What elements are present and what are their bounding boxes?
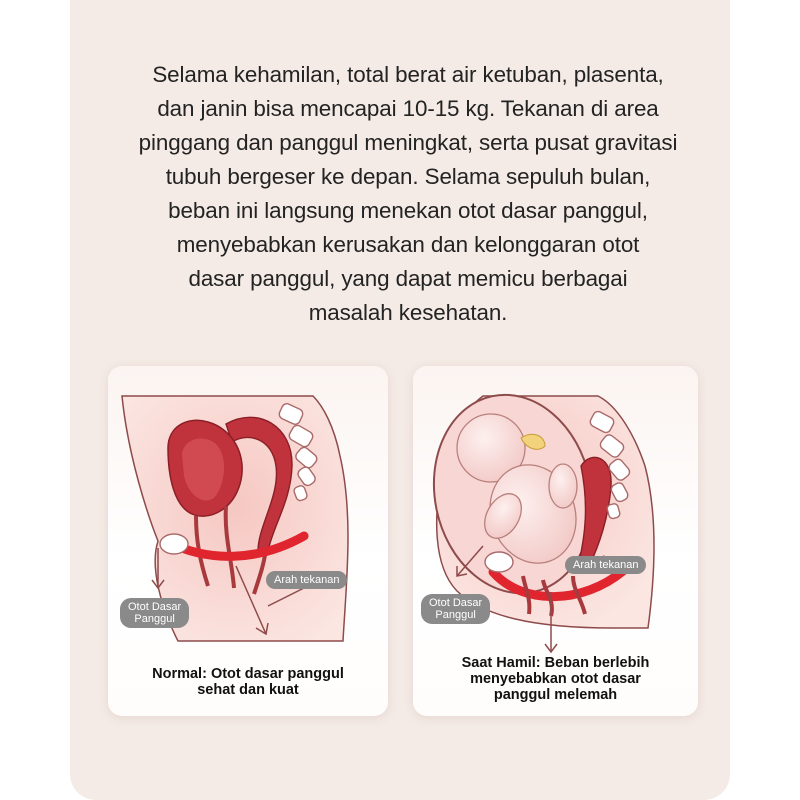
- normal-caption: [108, 666, 388, 698]
- caption-line: Saat Hamil: Beban berlebih: [461, 655, 650, 671]
- pelvic-floor-label-line: Panggul: [134, 613, 175, 625]
- pubic-bone: [160, 534, 188, 554]
- intro-line: pinggang dan panggul meningkat, serta pusat gravitasi: [138, 130, 678, 155]
- intro-paragraph: [108, 58, 708, 330]
- intro-line: dan janin bisa mencapai 10-15 kg. Tekanan di area: [157, 96, 659, 121]
- pregnant-pelvis-panel: [413, 366, 698, 716]
- intro-line: masalah kesehatan.: [308, 300, 508, 325]
- intro-line: Selama kehamilan, total berat air ketuban, plasenta,: [152, 62, 664, 87]
- intro-line: tubuh bergeser ke depan. Selama sepuluh bulan,: [165, 164, 651, 189]
- intro-line: beban ini langsung menekan otot dasar panggul,: [168, 198, 648, 223]
- caption-line: menyebabkan otot dasar: [470, 671, 641, 687]
- pubic-bone: [485, 552, 513, 572]
- pregnant-caption: [413, 655, 698, 703]
- pelvic-floor-label: [120, 598, 189, 628]
- intro-line: menyebabkan kerusakan dan kelonggaran otot: [176, 232, 640, 257]
- caption-line: sehat dan kuat: [197, 682, 299, 698]
- normal-pelvis-panel: [108, 366, 388, 716]
- caption-line: Normal: Otot dasar panggul: [152, 666, 344, 682]
- pelvic-floor-label: [421, 594, 490, 624]
- pelvic-floor-label-line: Otot Dasar: [128, 601, 182, 613]
- pressure-direction-label: Arah tekanan: [565, 556, 646, 574]
- pelvic-floor-label-line: Otot Dasar: [429, 597, 483, 609]
- normal-pelvis-illustration: [108, 366, 388, 716]
- caption-line: panggul melemah: [493, 687, 618, 703]
- pelvic-floor-label-line: Panggul: [435, 609, 476, 621]
- intro-line: dasar panggul, yang dapat memicu berbagai: [188, 266, 628, 291]
- pressure-direction-label: Arah tekanan: [266, 571, 347, 589]
